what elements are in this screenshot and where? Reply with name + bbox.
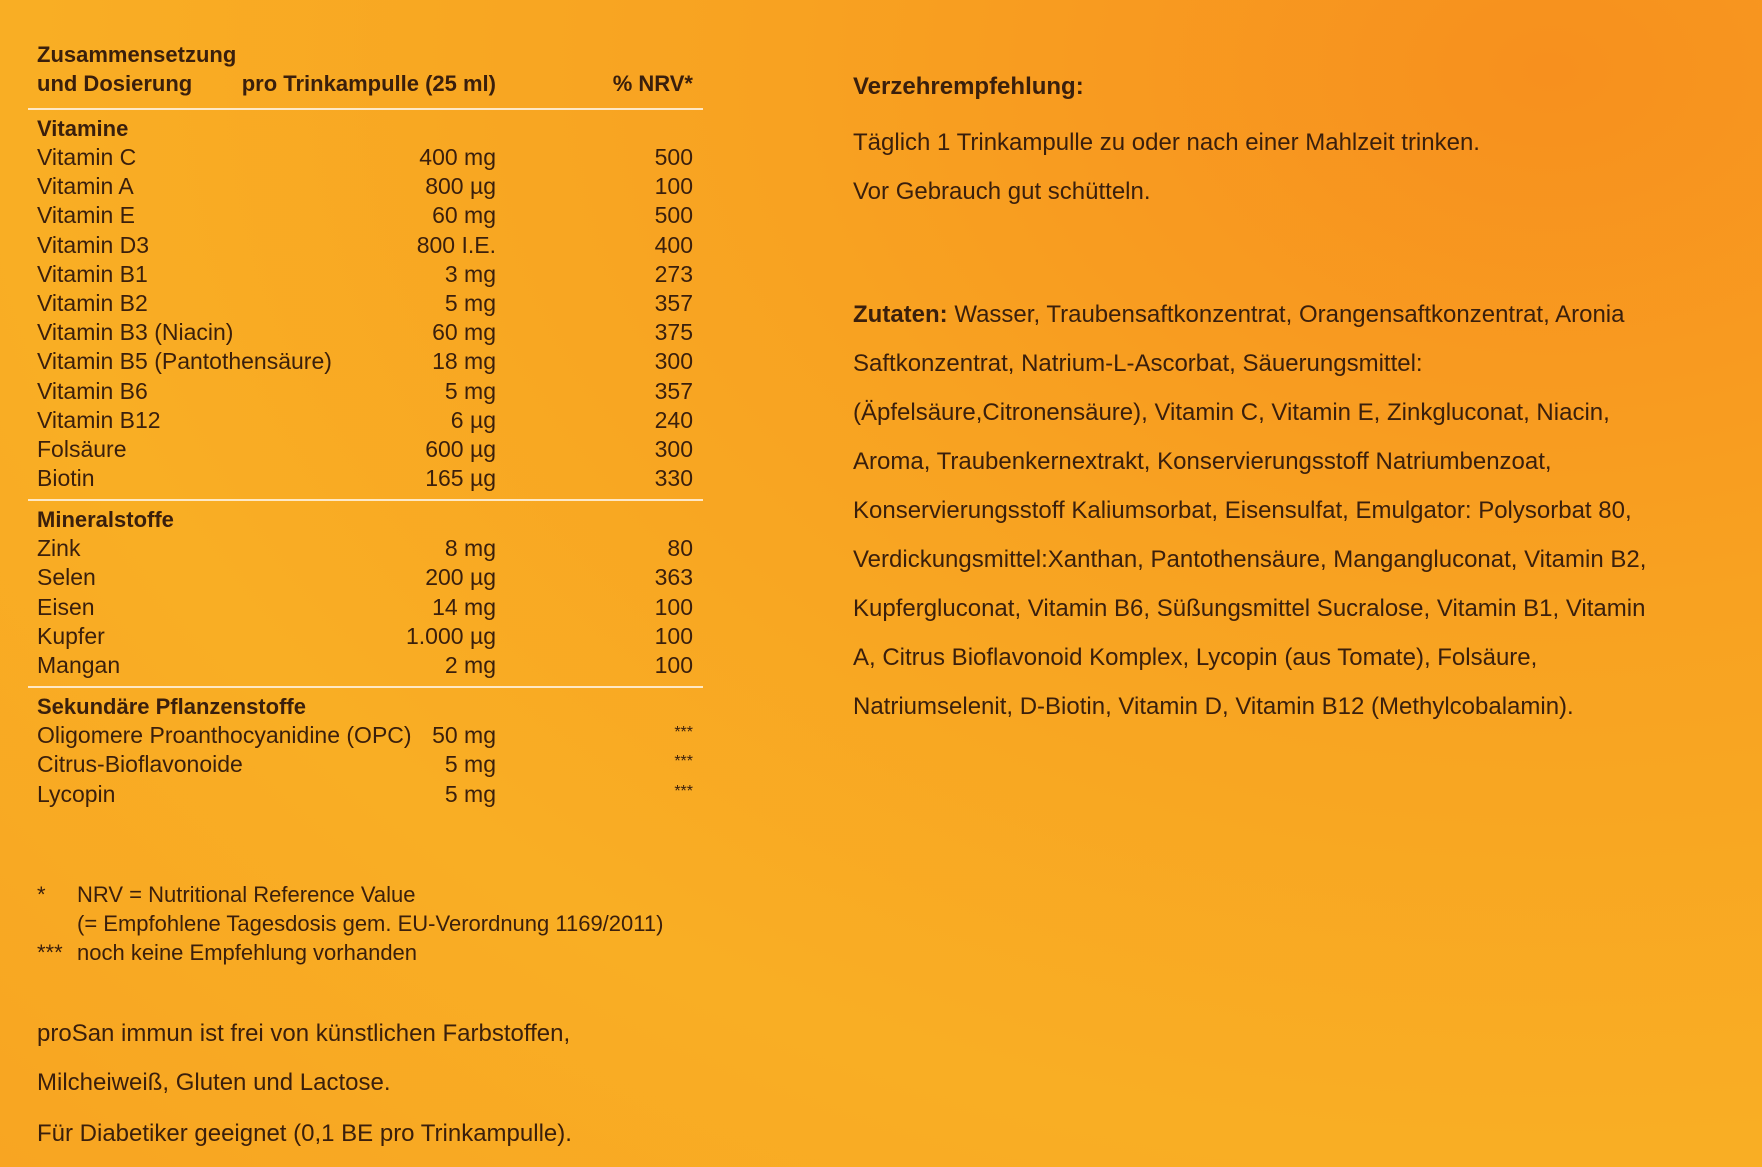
nutrient-amount: 5 mg [444,751,496,778]
footnote-text: noch keine Empfehlung vorhanden [77,940,418,965]
divider [28,108,703,110]
nutrient-amount: 1.000 µg [406,622,496,649]
ingredients-line [853,535,1733,584]
nutrient-name: Kupfer [37,622,105,649]
nutrient-nrv: 300 [654,435,693,462]
free-from-line: proSan immun ist frei von künstlichen Farbstoffen, [37,1020,571,1047]
table-row [28,377,703,406]
nutrient-nrv: 100 [654,622,693,649]
ingredients-line [853,339,1733,388]
nutrient-name: Vitamin D3 [37,231,150,258]
nutrient-nrv: 400 [654,231,693,258]
free-from-line: Milcheiweiß, Gluten und Lactose. [37,1069,391,1096]
recommendation-text [853,118,1733,216]
nutrient-name: Citrus-Bioflavonoide [37,751,243,778]
nutrient-nrv: 80 [667,535,693,562]
table-row [28,534,703,563]
nutrient-nrv: 357 [654,377,693,404]
table-row [28,318,703,347]
ingredients-text: (Äpfelsäure,Citronensäure), Vitamin C, Vitamin E, Zinkgluconat, Niacin, [853,399,1610,426]
table-row [28,260,703,289]
table-row [28,651,703,680]
ingredients-block [853,290,1733,731]
nutrient-nrv: 100 [654,593,693,620]
nutrient-name: Vitamin B12 [37,406,161,433]
nutrient-nrv: 273 [654,260,693,287]
ingredients-line [853,633,1733,682]
nutrient-amount: 5 mg [444,377,496,404]
table-row [28,622,703,651]
nutrient-name: Zink [37,535,81,562]
nutrient-nrv: 100 [654,652,693,678]
nutrient-nrv: 500 [654,202,693,229]
nutrient-nrv: 363 [654,564,693,591]
section-title: Sekundäre Pflanzenstoffe [37,694,306,720]
nutrient-amount: 2 mg [444,652,496,678]
nutrient-nrv: 357 [654,289,693,316]
nutrient-name: Selen [37,564,96,591]
nutrient-name: Vitamin E [37,202,136,229]
table-row [28,143,703,172]
ingredients-text: Wasser, Traubensaftkonzentrat, Orangensaftkonzentrat, Aronia [947,301,1625,328]
ingredients-line [853,584,1733,633]
nutrient-name: Vitamin B3 (Niacin) [37,319,234,346]
table-row [28,435,703,464]
nutrient-nrv: *** [674,782,693,800]
right-column [853,70,1733,731]
nutrient-amount: 5 mg [444,289,496,316]
ingredients-label: Zutaten: [853,301,948,328]
nutrient-name: Mangan [37,652,121,678]
nutrient-name: Biotin [37,465,95,492]
table-row [28,406,703,435]
nutrient-amount: 18 mg [432,348,496,375]
nutrient-nrv: 300 [654,348,693,375]
divider [28,499,703,501]
footnote-marker: *** [37,940,63,965]
ingredients-text: Natriumselenit, D-Biotin, Vitamin D, Vitamin B12 (Methylcobalamin). [853,693,1574,720]
nutrient-amount: 800 I.E. [416,231,496,258]
section-title: Vitamine [37,116,129,141]
nutrient-amount: 5 mg [444,780,496,807]
table-row [28,201,703,230]
nutrient-name: Folsäure [37,435,127,462]
nutrient-nrv: 500 [654,144,693,170]
table-row [28,721,703,750]
ingredients-line [853,437,1733,486]
recommendation-line: Täglich 1 Trinkampulle zu oder nach einer Mahlzeit trinken. [853,129,1480,156]
nutrient-name: Eisen [37,593,95,620]
nutrient-name: Vitamin C [37,144,137,170]
recommendation-line: Vor Gebrauch gut schütteln. [853,178,1151,205]
nutrient-amount: 6 µg [450,406,496,433]
table-row [28,172,703,201]
nutrient-nrv: *** [674,724,693,742]
table-row [28,593,703,622]
nutrient-amount: 200 µg [425,564,496,591]
section-title: Mineralstoffe [37,507,174,533]
table-row [28,347,703,376]
nutrient-nrv: *** [674,753,693,771]
nutrient-name: Vitamin B6 [37,377,148,404]
nutrient-amount: 400 mg [419,144,496,170]
ingredients-text: A, Citrus Bioflavonoid Komplex, Lycopin (aus Tomate), Folsäure, [853,644,1538,671]
ingredients-text: Kupfergluconat, Vitamin B6, Süßungsmittel Sucralose, Vitamin B1, Vitamin [853,595,1646,622]
ingredients-text: Konservierungsstoff Kaliumsorbat, Eisensulfat, Emulgator: Polysorbat 80, [853,497,1632,524]
table-row [28,289,703,318]
nutrient-name: Vitamin B5 (Pantothensäure) [37,348,332,375]
header-nrv: % NRV* [612,71,693,96]
table-sections [28,114,703,809]
nutrient-amount: 3 mg [444,260,496,287]
footnote-text: (= Empfohlene Tagesdosis gem. EU-Verordnung 1169/2011) [77,911,664,936]
ingredients-line [853,388,1733,437]
table-row [28,231,703,260]
nutrient-amount: 165 µg [425,465,496,492]
footnote-text: NRV = Nutritional Reference Value [77,882,416,907]
table-row [28,780,703,809]
table-row [28,464,703,493]
nutrient-name: Vitamin A [37,173,134,200]
diabetic-statement: Für Diabetiker geeignet (0,1 BE pro Trinkampulle). [37,1120,572,1147]
ingredients-line [853,290,1733,339]
free-from-statement [37,1009,570,1107]
nutrient-name: Vitamin B2 [37,289,148,316]
ingredients-line [853,682,1733,731]
ingredients-text: Verdickungsmittel:Xanthan, Pantothensäure, Mangangluconat, Vitamin B2, [853,546,1647,573]
divider [28,686,703,688]
footnote-marker: * [37,882,46,907]
nutrient-nrv: 240 [654,406,693,433]
nutrient-nrv: 100 [654,173,693,200]
nutrient-amount: 60 mg [432,202,496,229]
ingredients-line [853,486,1733,535]
table-row [28,563,703,592]
nutrient-name: Vitamin B1 [37,260,148,287]
ingredients-text: Aroma, Traubenkernextrakt, Konservierungsstoff Natriumbenzoat, [853,448,1552,475]
nutrient-name: Oligomere Proanthocyanidine (OPC) [37,722,412,749]
nutrient-amount: 8 mg [444,535,496,562]
nutrient-nrv: 375 [654,319,693,346]
footnotes [37,880,717,967]
nutrient-nrv: 330 [654,465,693,492]
nutrient-name: Lycopin [37,780,116,807]
table-row [28,750,703,779]
nutrient-amount: 14 mg [432,593,496,620]
table-header [28,40,703,102]
ingredients-text: Saftkonzentrat, Natrium-L-Ascorbat, Säuerungsmittel: [853,350,1423,377]
header-composition: Zusammensetzung und Dosierung [37,42,237,96]
nutrient-amount: 60 mg [432,319,496,346]
nutrient-amount: 800 µg [425,173,496,200]
nutrient-amount: 600 µg [425,435,496,462]
header-per-ampoule: pro Trinkampulle (25 ml) [241,71,496,96]
recommendation-title: Verzehrempfehlung: [853,73,1084,100]
nutrient-amount: 50 mg [432,722,496,749]
nutrition-table [28,40,703,809]
